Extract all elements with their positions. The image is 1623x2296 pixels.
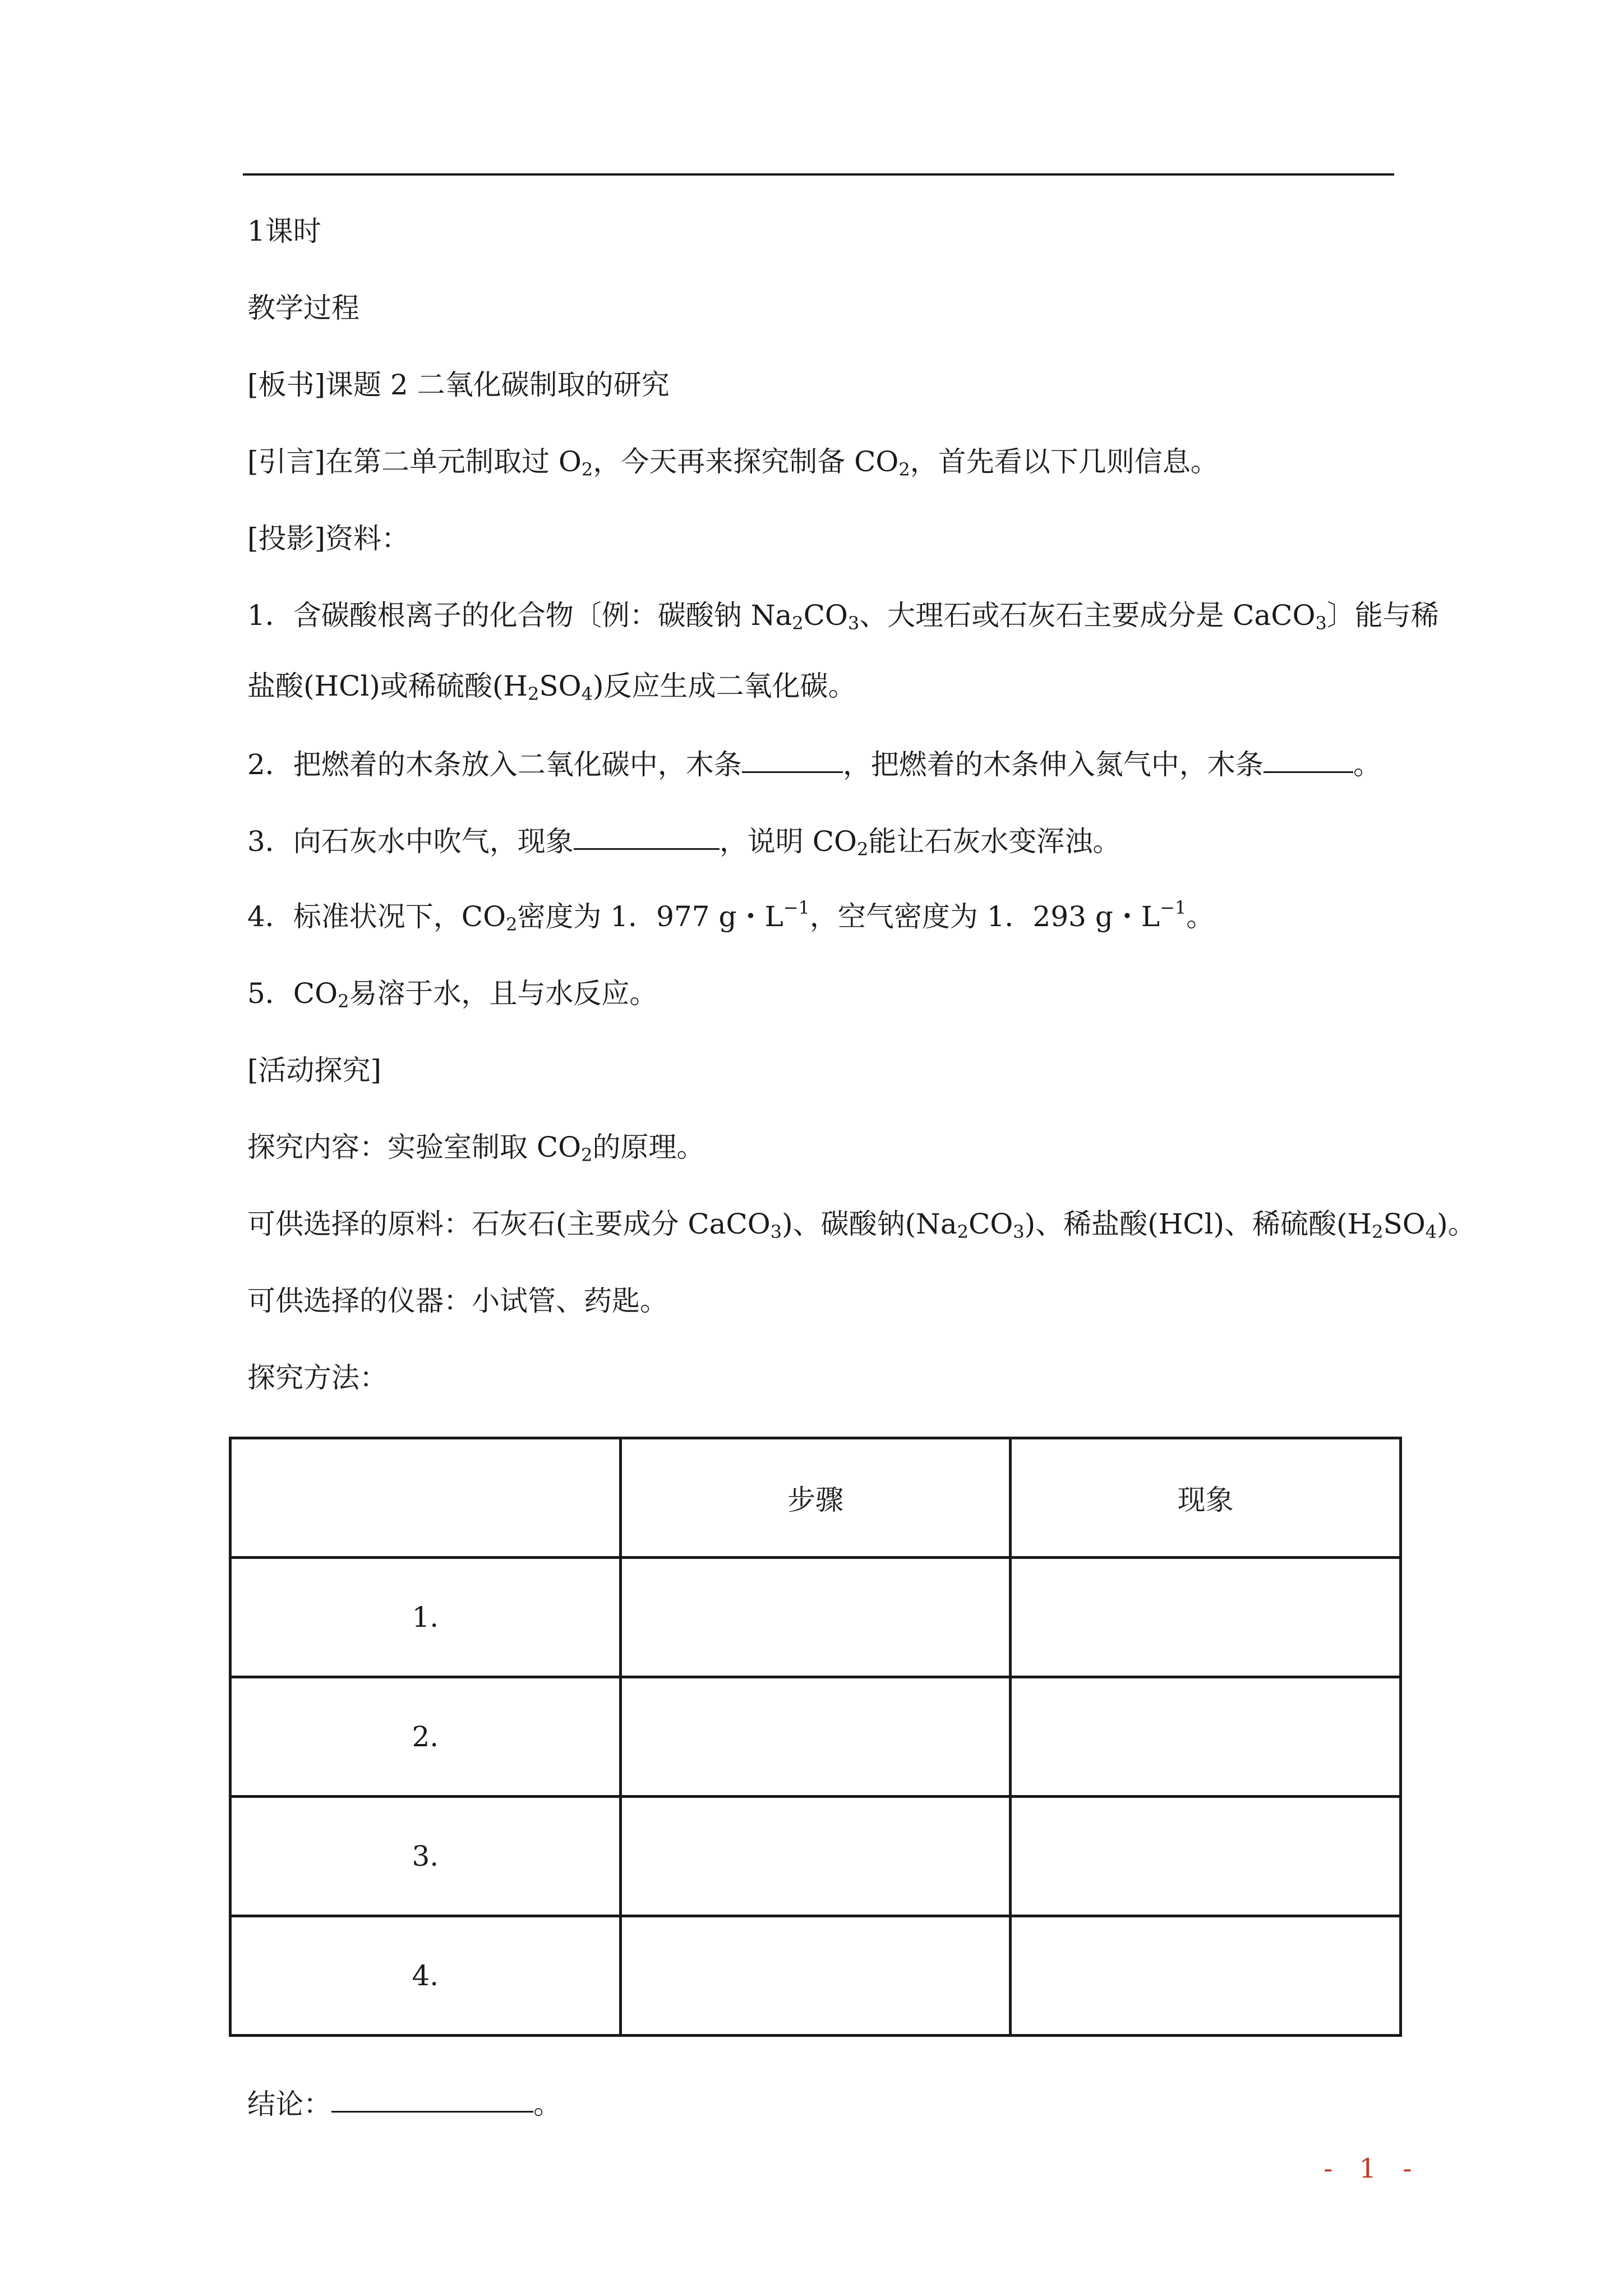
phenomena-cell[interactable]	[1011, 1558, 1401, 1677]
info-item-1-cont: 盐酸(HCl)或稀硫酸$(H_2SO_4)$反应生成二氧化碳。	[247, 670, 856, 705]
phenomena-cell[interactable]	[1011, 1916, 1401, 2036]
info-item-1: 1．含碳酸根离子的化合物〔例：碳酸钠 $Na_2CO_3$、大理石或石灰石主要成分是 CaCO$_3$〕能与稀	[247, 599, 1439, 634]
page-number: - 1 -	[1324, 2153, 1421, 2184]
table-header-steps: 步骤	[620, 1438, 1011, 1558]
header-rule	[243, 173, 1394, 176]
table-header-phenomena: 现象	[1011, 1438, 1401, 1558]
materials-list: 可供选择的原料：石灰石(主要成分 CaCO$_3$)、碳酸钠$(Na_2CO_3)$、稀盐酸(HCl)、稀硫酸$(H_2SO_4)$。	[247, 1208, 1476, 1243]
section-heading: 教学过程	[247, 292, 359, 324]
row-number: 3.	[230, 1797, 621, 1916]
table-row	[230, 1558, 1401, 1677]
info-item-5: 5．$CO_2$易溶于水，且与水反应。	[247, 977, 658, 1012]
projection-label: [投影]资料：	[247, 522, 410, 555]
info-item-4: 4．标准状况下，$CO_2$密度为 1．977 g・$L^{-1}$，空气密度为 1．293 g・$L^{-1}$。	[247, 897, 1215, 935]
phenomena-cell[interactable]	[1011, 1677, 1401, 1797]
instruments-list: 可供选择的仪器：小试管、药匙。	[247, 1285, 668, 1317]
row-number: 4.	[230, 1916, 621, 2036]
lesson-time: 1课时	[247, 215, 321, 247]
answer-blank[interactable]	[1264, 743, 1353, 773]
activity-heading: [活动探究]	[247, 1054, 382, 1087]
table-row	[230, 1677, 1401, 1797]
row-number: 2.	[230, 1677, 621, 1797]
steps-cell[interactable]	[620, 1677, 1011, 1797]
table-row	[230, 1797, 1401, 1916]
method-label: 探究方法：	[247, 1361, 388, 1394]
info-item-2: 2．把燃着的木条放入二氧化碳中，木条 ，把燃着的木条伸入氮气中，木条 。	[247, 743, 1381, 784]
answer-blank[interactable]	[574, 820, 720, 850]
inquiry-content: 探究内容：实验室制取 $CO_2$的原理。	[247, 1131, 705, 1166]
experiment-table	[229, 1437, 1402, 2037]
answer-blank[interactable]	[742, 743, 843, 773]
table-header-row	[230, 1438, 1401, 1558]
steps-cell[interactable]	[620, 1797, 1011, 1916]
board-title: [板书]课题 2 二氧化碳制取的研究	[247, 369, 670, 401]
table-header-cell	[230, 1438, 621, 1558]
steps-cell[interactable]	[620, 1558, 1011, 1677]
conclusion-blank[interactable]	[331, 2083, 533, 2113]
phenomena-cell[interactable]	[1011, 1797, 1401, 1916]
intro-paragraph: [引言]在第二单元制取过 $O_2$，今天再来探究制备 $CO_2$，首先看以下几则信息。	[247, 445, 1219, 480]
conclusion-line: 结论： 。	[247, 2083, 561, 2124]
info-item-3: 3．向石灰水中吹气，现象 ，说明 $CO_2$能让石灰水变浑浊。	[247, 820, 1121, 861]
table-row	[230, 1916, 1401, 2036]
steps-cell[interactable]	[620, 1916, 1011, 2036]
row-number: 1.	[230, 1558, 621, 1677]
